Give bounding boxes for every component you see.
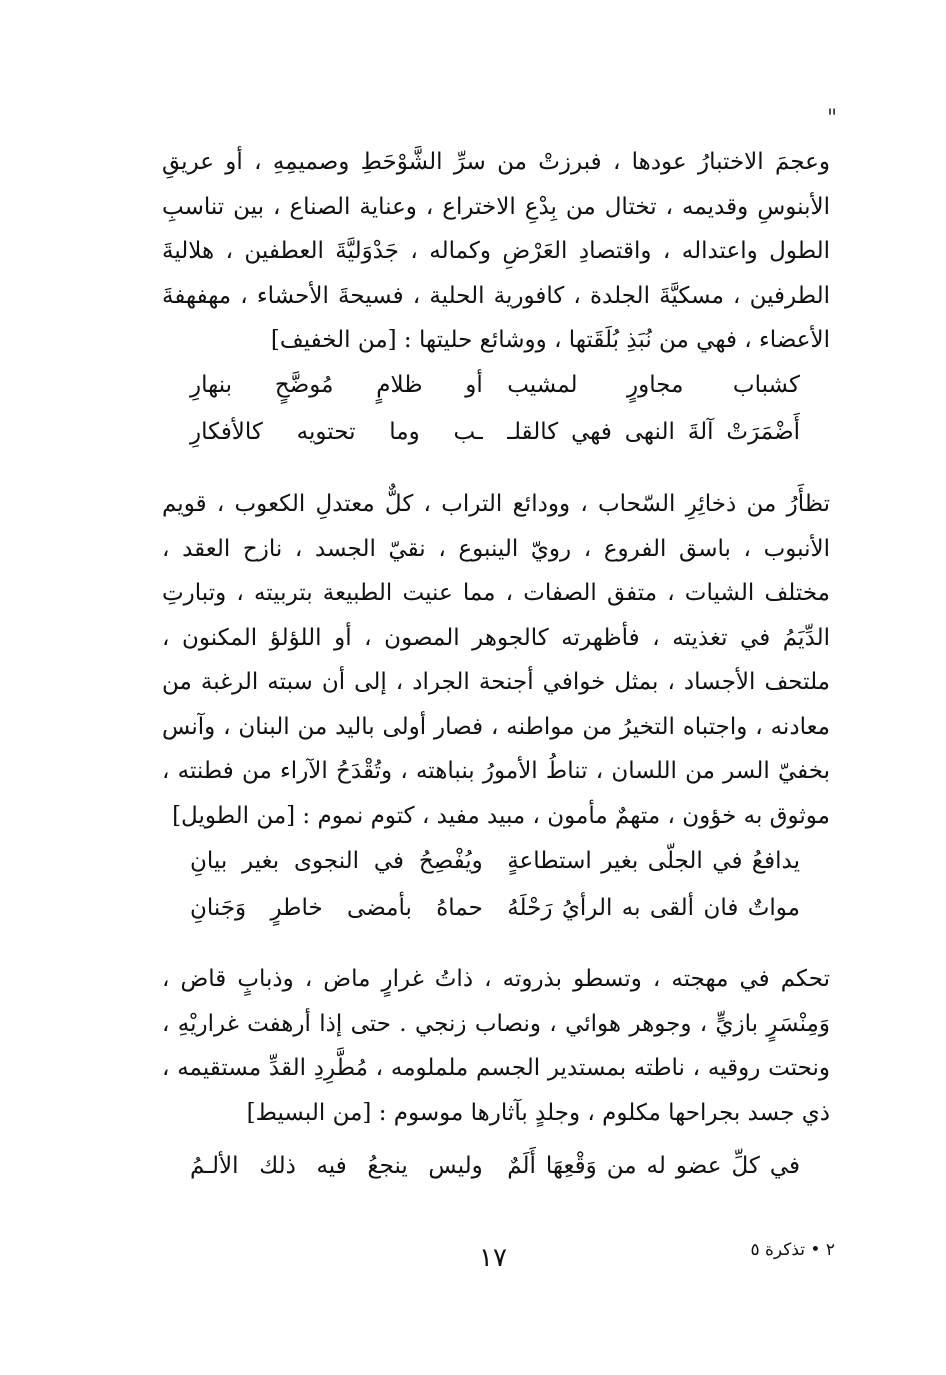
verse-block-2 bbox=[190, 838, 800, 932]
verse-first-hemistich: في كلِّ عضو له من وَقْعِهَا أَلَمٌ bbox=[507, 1153, 800, 1179]
paragraph-1 bbox=[162, 140, 830, 363]
verse-block-1 bbox=[190, 362, 800, 456]
verse-line bbox=[190, 885, 800, 932]
paragraph-text: وعجمَ الاختبارُ عودها ، فبرزتْ من سرِّ الشَّوْحَطِ وصميمِهِ ، أو عريقِ الأبنوسِ وقديمه ، تختال من بِدْعِ الاختراع ، وعناية الصناع ، بين تناسبِ الطول واعتداله ، واقتصادِ العَرْضِ وكماله ، جَدْوَليَّةَ العطفين ، هلاليةَ الطرفين ، مسكيَّةَ الجلدة ، كافورية الحلية ، فسيحةَ الأحشاء ، مهفهفةَ الأعضاء ، فهي من نُبَذِ بُلَقَتها ، ووشائع حليتها : [من الخفيف] bbox=[162, 149, 830, 353]
verse-second-hemistich: حماهُ بأمضى خاطرٍ وَجَنانِ bbox=[190, 895, 483, 921]
verse-second-hemistich: وليس ينجعُ فيه ذلك الألـمُ bbox=[190, 1153, 483, 1179]
paragraph-3 bbox=[162, 957, 830, 1135]
verse-second-hemistich: ويُفْصِحُ في النجوى بغير بيانِ bbox=[190, 848, 483, 874]
verse-first-hemistich: أَضْمَرَتْ آلةَ النهى فهي كالقلـ bbox=[507, 419, 800, 445]
verse-line bbox=[190, 838, 800, 885]
signature-mark: ٢ • تذكرة ٥ bbox=[750, 1240, 835, 1260]
verse-line bbox=[190, 409, 800, 456]
verse-first-hemistich: يدافعُ في الجلّى بغير استطاعةٍ bbox=[507, 848, 800, 874]
verse-first-hemistich: كشباب مجاورٍ لمشيب bbox=[507, 372, 800, 398]
verse-second-hemistich: أو ظلامٍ مُوضَّحٍ بنهارِ bbox=[190, 372, 483, 398]
verse-first-hemistich: مواتٌ فان ألقى به الرأيُ رَحْلَهُ bbox=[507, 895, 800, 921]
corner-mark: " bbox=[827, 106, 838, 131]
verse-line bbox=[190, 362, 800, 409]
verse-line bbox=[190, 1143, 800, 1190]
page-number: ١٧ bbox=[479, 1243, 507, 1273]
paragraph-text: تظأَرُ من ذخائِرِ السّحاب ، وودائع التراب ، كلٌّ معتدلِ الكعوب ، قويم الأنبوب ، باسق الفروع ، رويّ الينبوع ، نقيّ الجسد ، نازح العقد ، مختلف الشيات ، متفق الصفات ، مما عنيت الطبيعة بتربيته ، وتبارتِ الدِّيَمُ في تغذيته ، فأظهرته كالجوهر المصون ، أو اللؤلؤ المكنون ، ملتحف الأجساد ، بمثل خوافي أجنحة الجراد ، إلى أن سبته الرغبة من معادنه ، واجتباه التخيرُ من مواطنه ، فصار أولى باليد من البنان ، وآنس بخفيّ السر من اللسان ، تناطُ الأمورُ بنباهته ، وتُقْدَحُ الآراء من فطنته ، موثوق به خؤون ، متهمٌ مأمون ، مبيد مفيد ، كتوم نموم : [من الطويل] bbox=[162, 491, 830, 829]
paragraph-2 bbox=[162, 482, 830, 838]
paragraph-text: تحكم في مهجته ، وتسطو بذروته ، ذاتُ غرارٍ ماض ، وذبابٍ قاض ، وَمِنْسَرٍ بازيٍّ ، وجوهر هوائي ، ونصاب زنجي . حتى إذا أرهفت غراريْهِ ، ونحتت روقيه ، ناطته بمستدير الجسم ململومه ، مُطَّرِدِ القدِّ مستقيمه ، ذي جسد بجراحها مكلوم ، وجلدٍ بآثارها موسوم : [من البسيط] bbox=[162, 966, 830, 1126]
verse-block-3 bbox=[190, 1143, 800, 1190]
verse-second-hemistich: ـب وما تحتويه كالأفكارِ bbox=[190, 419, 483, 445]
